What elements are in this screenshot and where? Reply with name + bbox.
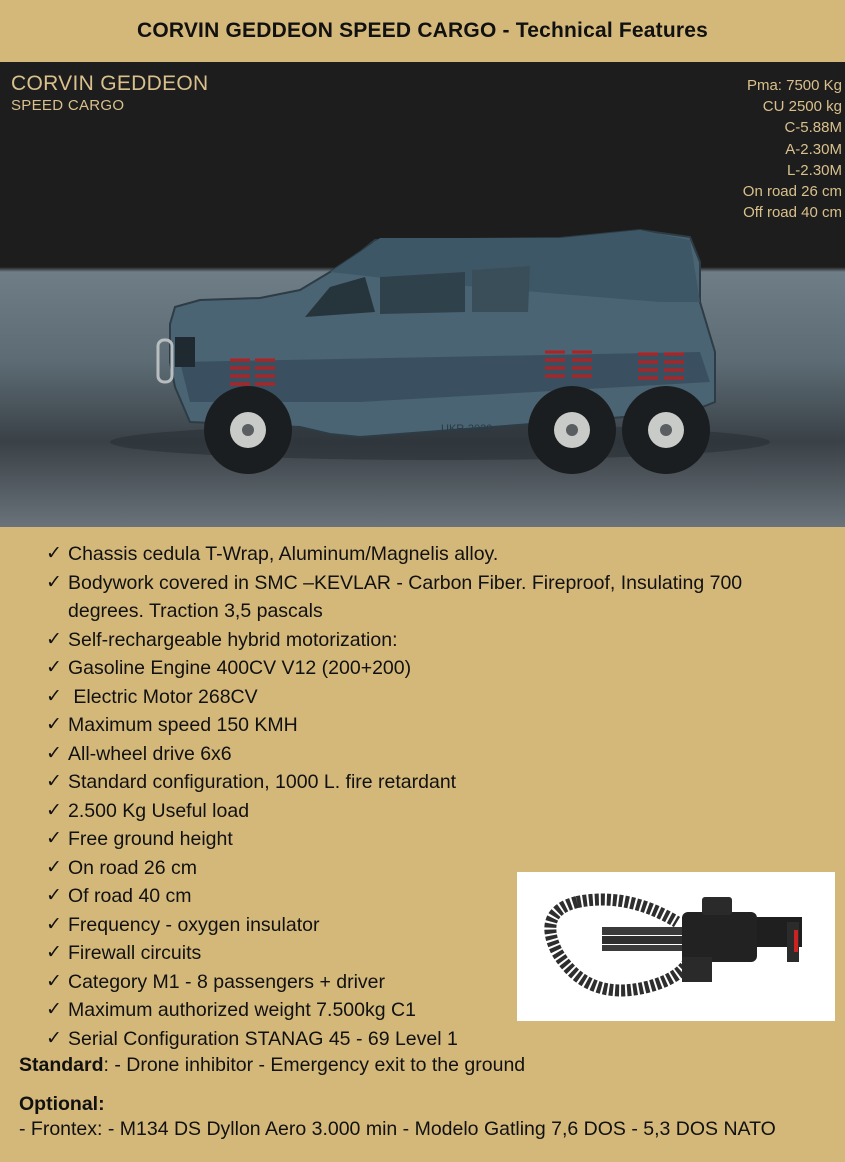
check-icon: ✓ [46,913,62,935]
feature-item: ✓ Chassis cedula T-Wrap, Aluminum/Magnelis alloy. [46,540,766,569]
feature-item: ✓ 2.500 Kg Useful load [46,797,766,826]
check-icon: ✓ [46,742,62,764]
title-bar [0,0,845,62]
gatling-gun-image [517,872,835,1021]
check-icon: ✓ [46,571,62,593]
brand-block [11,72,209,114]
feature-item: ✓ All-wheel drive 6x6 [46,740,766,769]
feature-item: ✓ Bodywork covered in SMC –KEVLAR - Carbon Fiber. Fireproof, Insulating 700 degrees. Traction 3,5 pascals [46,569,766,626]
spec-list [743,75,842,223]
check-icon: ✓ [46,685,62,707]
feature-item: ✓ Firewall circuits [46,939,766,968]
check-icon: ✓ [46,885,62,906]
check-icon: ✓ [46,543,62,564]
spec-item: CU 2500 kg [762,98,842,116]
feature-item: ✓ On road 26 cm [46,854,766,883]
feature-item: ✓ Self-rechargeable hybrid motorization: [46,626,766,655]
standard-line [19,1054,525,1077]
check-icon: ✓ [46,714,62,735]
optional-label: Optional: [19,1093,105,1115]
check-icon: ✓ [46,942,62,963]
spec-item: On road 26 cm [742,183,842,201]
check-icon: ✓ [46,828,62,849]
optional-text: - Frontex: - M134 DS Dyllon Aero 3.000 min - Modelo Gatling 7,6 DOS - 5,3 DOS NATO [19,1118,776,1140]
check-icon: ✓ [46,657,62,678]
check-icon: ✓ [46,799,62,821]
feature-item: ✓ Category M1 - 8 passengers + driver [46,968,766,997]
standard-label: Standard [19,1054,104,1076]
check-icon: ✓ [46,771,62,792]
feature-item: ✓ Standard configuration, 1000 L. fire retardant [46,768,766,797]
gatling-gun-illustration [517,872,835,1021]
check-icon: ✓ [46,628,62,650]
feature-item: ✓ Maximum authorized weight 7.500kg C1 [46,996,766,1025]
feature-item: ✓ Of road 40 cm [46,882,766,911]
brand-name: CORVIN GEDDEON [11,72,209,95]
spec-item: C-5.88M [784,119,842,137]
feature-item: ✓ Frequency - oxygen insulator [46,911,766,940]
spec-item: L-2.30M [786,161,842,179]
spec-item: Off road 40 cm [743,204,842,222]
vehicle-illustration [0,62,845,527]
brand-subtitle: SPEED CARGO [11,97,125,114]
vehicle-plate-text: UKR-2020 [441,423,493,435]
feature-item: ✓ Electric Motor 268CV [46,683,766,712]
check-icon: ✓ [46,970,62,992]
check-icon: ✓ [46,856,62,878]
page-title: CORVIN GEDDEON SPEED CARGO - Technical Features [136,19,709,42]
spec-item: Pma: 7500 Kg [746,77,842,94]
check-icon: ✓ [46,999,62,1020]
spec-item: A-2.30M [785,140,842,158]
feature-item: ✓ Maximum speed 150 KMH [46,711,766,740]
standard-text: : - Drone inhibitor - Emergency exit to the ground [103,1054,526,1076]
feature-item: ✓ Free ground height [46,825,766,854]
check-icon: ✓ [46,1027,62,1049]
vehicle-hero-image [0,62,845,527]
feature-item: ✓ Gasoline Engine 400CV V12 (200+200) [46,654,766,683]
feature-item: ✓ Serial Configuration STANAG 45 - 69 Level 1 [46,1025,766,1054]
